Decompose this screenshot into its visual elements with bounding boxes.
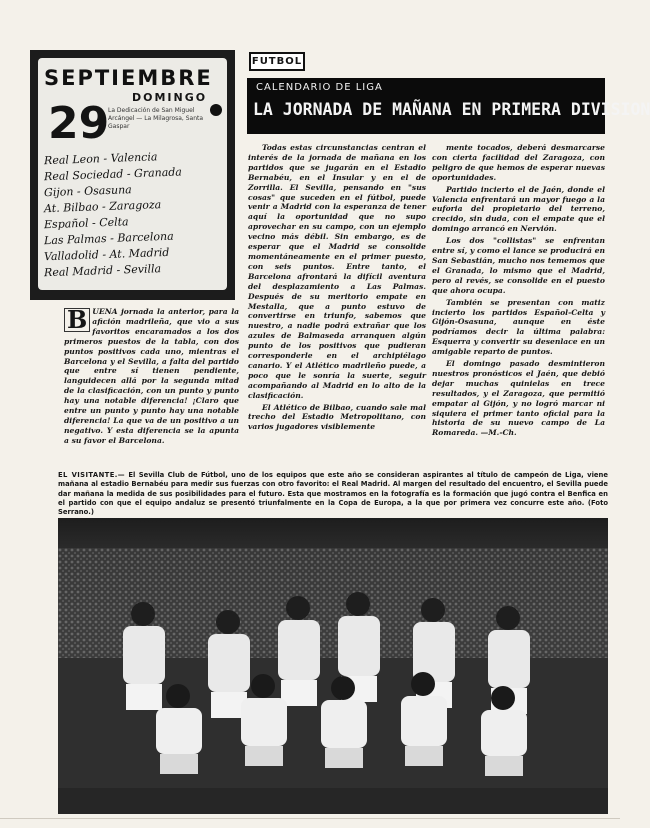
calendar-match: Real Leon - Valencia (43, 150, 158, 168)
drop-cap: B (64, 308, 90, 332)
page-bottom-rule (0, 818, 620, 819)
caption-label: EL VISITANTE.— (58, 471, 125, 479)
article-column-2 (432, 143, 605, 440)
calendar-weekday: DOMINGO (132, 91, 208, 104)
article-paragraph: También se presentan con matiz incierto los partidos Español-Celta y Gijón-Osasuna, aunque en éste podríamos decir la última palabra: Esquerra y convertir su desenlace en un amigable reparto de puntos. (432, 297, 605, 357)
article-paragraph: Partido incierto el de Jaén, donde el Valencia enfrentará un mayor fuego a la euforia del propietario del terreno, crecido, sin duda, con el empate que el domingo arrancó en Nervión. (432, 184, 605, 234)
calendar-day: 29 (48, 98, 110, 149)
article-paragraph: Los dos "collistas" se enfrentan entre sí, y como el lance se producirá en San Sebastián, mucho nos tememos que el Granada, lo mismo que el Madrid, pero al revés, se consolide en el puesto que ahora ocupa. (432, 236, 605, 295)
calendar-match: Las Palmas - Barcelona (43, 229, 174, 248)
headline-title: LA JORNADA DE MAÑANA EN PRIMERA DIVISION (253, 100, 650, 119)
headline-banner (247, 78, 650, 134)
calendar-match: Gijon - Osasuna (43, 183, 132, 200)
team-photo-graphic (58, 518, 608, 814)
calendar-note: La Dedicación de San Miguel Arcángel — La Milagrosa, Santa Gaspar (108, 107, 204, 130)
calendar-month: SEPTIEMBRE (44, 66, 213, 90)
calendar-match: At. Bilbao - Zaragoza (43, 198, 162, 216)
team-photo (58, 518, 608, 814)
calendar-match: Real Madrid - Sevilla (43, 262, 162, 280)
calendar-match-list (44, 150, 228, 278)
caption-text: El Sevilla Club de Fútbol, uno de los equipos que este año se consideran aspirantes al título de campeón de Liga, viene mañana al estadio Bernabéu para medir sus fuerzas con otro favorito: el Real Madrid. Al margen del resultado del encuentro, el Sevilla puede dar mañana la medida de sus posibilidades para el futuro. Esta que mostramos en la fotografía es la formación que jugó contra el Benfica en el partido con que el equipo andaluz se presentó triunfalmente en la Copa de Europa, a la que por primera vez concurre este año. (Foto Serrano.) (58, 471, 608, 517)
photo-caption (58, 471, 608, 517)
section-tag: FUTBOL (249, 52, 305, 71)
calendar-card (30, 50, 235, 300)
intro-paragraph (64, 307, 239, 446)
article-column-1 (248, 143, 426, 434)
article-paragraph: mente tocados, deberá desmarcarse con cierta facilidad del Zaragoza, con peligro de que hemos de esperar nuevas oportunidades. (432, 143, 605, 182)
calendar-match: Valladolid - At. Madrid (43, 245, 170, 264)
article-paragraph: El domingo pasado desmintieron nuestros pronósticos el Jaén, que debió dejar muchas quinielas en trece resultados, y el Zaragoza, que permitió empatar al Gijón, y no logró marcar ni siquiera el primer tanto oficial para la historia de su nuevo campo de La Romareda. —M.-Ch. (432, 359, 605, 438)
article-paragraph: Todas estas circunstancias centran el interés de la jornada de mañana en los partidos que se jugarán en el Estadio Bernabéu, en el Insular y en el de Zorrilla. El Sevilla, pensando en "sus cosas" que suceden en el fútbol, puede venir a Madrid con la esperanza de tener aquí la oportunidad que no supo aprovechar en su campo, con un ejemplo vecino más débil. Sin embargo, es de esperar que el Madrid se consolide momentáneamente en el primer puesto, con seis puntos. Entre tanto, el Barcelona afrontará la difícil aventura del desplazamiento a Las Palmas. Después de su meritorio empate en Mestalla, que a punto estuvo de convertirse en triunfo, sabemos que nuestro, a nadie podrá extrañar que los azules de Balmaseda arranquen algún punto de los positivos que pudieran corresponderle en el archipiélago canario. Y el Atlético madrileño puede, a poco que le sonría la suerte, seguir acompañando al Madrid en lo alto de la clasificación. (248, 143, 426, 400)
calendar-sheet (38, 58, 227, 290)
intro-column (64, 307, 239, 448)
intro-text: UENA jornada la anterior, para la afición madrileña, que vio a sus favoritos encaramados a los dos primeros puestos de la tabla, con dos puntos positivos cada uno, mientras el Barcelona y el Sevilla, a falta del partido que entre sí tienen pendiente, languidecen allá por la segunda mitad de la clasificación, con un punto y punto hay una notable diferencia! ¡Claro que entre un punto y punto hay una notable diferencia! La que va de un positivo a un negativo. Y esta diferencia se la apunta a su favor el Barcelona. (64, 307, 239, 445)
calendar-match: Real Sociedad - Granada (43, 165, 183, 184)
calendar-match: Español - Celta (43, 215, 129, 232)
article-paragraph: El Atlético de Bilbao, cuando sale mal trecho del Estadio Metropolitano, con varios jugadores visiblemente (248, 402, 426, 432)
headline-kicker: CALENDARIO DE LIGA (256, 82, 383, 93)
